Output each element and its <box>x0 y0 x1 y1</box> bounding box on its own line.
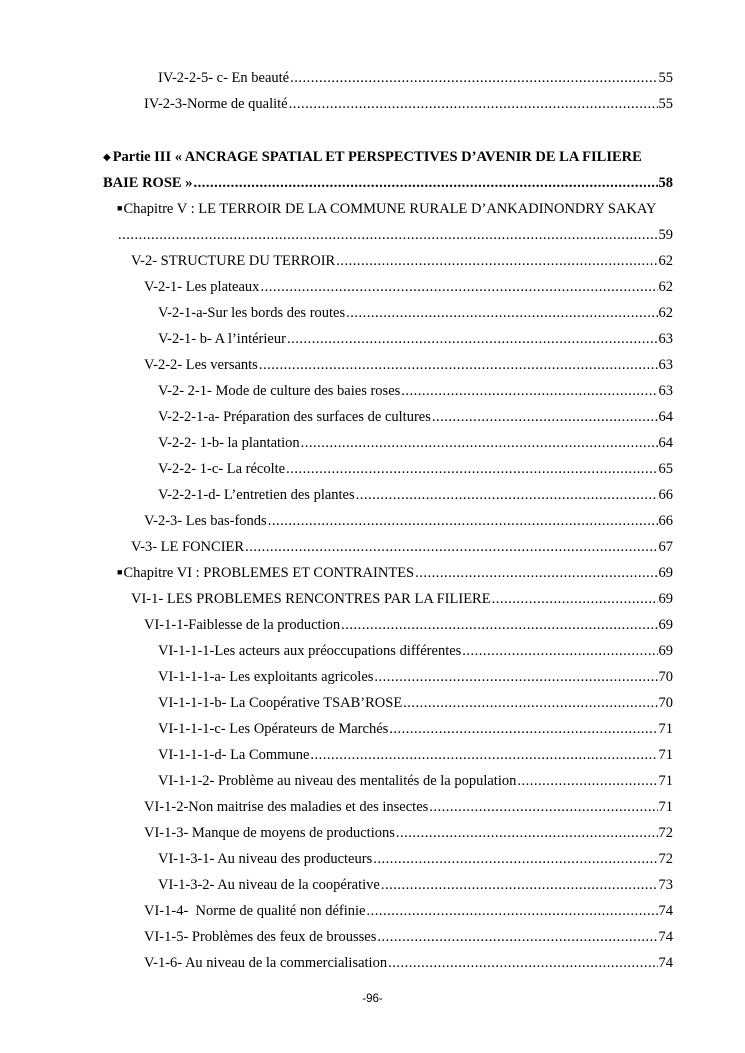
dot-leader <box>268 511 658 531</box>
toc-entry-title-continuation: BAIE ROSE » <box>103 175 193 191</box>
dot-leader <box>373 849 657 869</box>
toc-entry <box>117 225 673 245</box>
dot-leader <box>388 953 657 973</box>
dot-leader <box>356 485 658 505</box>
toc-entry-page: 66 <box>658 487 673 503</box>
page-number: -96- <box>362 993 383 1005</box>
toc-entry <box>131 251 673 271</box>
toc-entry-page: 62 <box>658 305 673 321</box>
toc-entry-page: 58 <box>658 175 673 191</box>
toc-entry-page: 62 <box>658 253 673 269</box>
toc-entry-page: 59 <box>658 227 673 243</box>
toc-entry <box>158 641 673 661</box>
toc-entry-title: V-3- LE FONCIER <box>131 539 245 555</box>
toc-entry-page: 72 <box>658 825 673 841</box>
toc-entry <box>158 771 673 791</box>
toc-entry <box>158 303 673 323</box>
toc-entry-title: VI-1- LES PROBLEMES RENCONTRES PAR LA FILIERE <box>131 591 491 607</box>
toc-entry-page: 71 <box>658 747 673 763</box>
dot-leader <box>289 94 658 114</box>
toc-entry-title: V-1-6- Au niveau de la commercialisation <box>144 955 388 971</box>
toc-entry-page: 74 <box>658 929 673 945</box>
dot-leader <box>310 745 657 765</box>
toc-entry-page: 72 <box>658 851 673 867</box>
toc-entry-page: 64 <box>658 409 673 425</box>
toc-entry-title: VI-1-1-1-d- La Commune <box>158 747 310 763</box>
square-bullet-icon: ■ <box>117 203 123 213</box>
dot-leader <box>259 355 658 375</box>
toc-entry-page: 69 <box>658 565 673 581</box>
toc-entry-page: 74 <box>658 903 673 919</box>
toc-entry <box>158 329 673 349</box>
toc-entry <box>144 511 673 531</box>
toc-entry-page: 64 <box>658 435 673 451</box>
toc-entry <box>158 849 673 869</box>
dot-leader <box>389 719 657 739</box>
dot-leader <box>286 459 657 479</box>
toc-entry-title: Partie III « ANCRAGE SPATIAL ET PERSPECTIVES D’AVENIR DE LA FILIERE <box>112 149 642 165</box>
dot-leader <box>432 407 658 427</box>
toc-entry <box>158 485 673 505</box>
dot-leader <box>260 277 657 297</box>
toc-entry-title: V-2-1-a-Sur les bords des routes <box>158 305 346 321</box>
toc-entry <box>158 433 673 453</box>
toc-entry <box>117 563 673 583</box>
toc-entry <box>158 381 673 401</box>
toc-entry-page: 70 <box>658 695 673 711</box>
toc-entry-page: 71 <box>658 721 673 737</box>
toc-entry-title: V-2- 2-1- Mode de culture des baies roses <box>158 383 401 399</box>
toc-entry <box>144 953 673 973</box>
toc-entry <box>144 797 673 817</box>
toc-entry-page: 63 <box>658 331 673 347</box>
toc-entry-title: V-2-2- 1-b- la plantation <box>158 435 300 451</box>
toc-entry-title: V-2-3- Les bas-fonds <box>144 513 267 529</box>
toc-part-heading <box>103 147 642 167</box>
dot-leader <box>462 641 657 661</box>
toc-entry-page: 65 <box>658 461 673 477</box>
dot-leader <box>341 615 657 635</box>
dot-leader <box>396 823 658 843</box>
toc-entry <box>158 459 673 479</box>
dot-leader <box>401 381 657 401</box>
toc-entry-page: 55 <box>658 96 673 112</box>
diamond-bullet-icon: ◆ <box>103 152 111 163</box>
toc-entry-title: VI-1-1-1-Les acteurs aux préoccupations différentes <box>158 643 462 659</box>
toc-entry-title: VI-1-1-1-b- La Coopérative TSAB’ROSE <box>158 695 403 711</box>
toc-entry <box>144 823 673 843</box>
square-bullet-icon: ■ <box>117 567 123 577</box>
toc-entry <box>144 901 673 921</box>
toc-entry-page: 69 <box>658 591 673 607</box>
toc-entry-page: 69 <box>658 617 673 633</box>
toc-chapter-heading <box>117 199 656 219</box>
dot-leader <box>193 173 657 193</box>
toc-entry-page: 63 <box>658 383 673 399</box>
toc-entry-title: V-2-2- Les versants <box>144 357 258 373</box>
toc-entry <box>131 589 673 609</box>
toc-entry <box>144 277 673 297</box>
toc-entry-title: V-2-2- 1-c- La récolte <box>158 461 286 477</box>
dot-leader <box>366 901 657 921</box>
dot-leader <box>118 225 658 245</box>
toc-entry-title: VI-1-5- Problèmes des feux de brousses <box>144 929 377 945</box>
toc-entry-title: VI-1-1-1-a- Les exploitants agricoles <box>158 669 374 685</box>
toc-entry-title: V-2-1- b- A l’intérieur <box>158 331 286 347</box>
toc-entry <box>158 719 673 739</box>
toc-entry-title: VI-1-4- Norme de qualité non définie <box>144 903 366 919</box>
toc-entry-title: VI-1-1-Faiblesse de la production <box>144 617 341 633</box>
toc-entry-title: VI-1-3- Manque de moyens de productions <box>144 825 395 841</box>
dot-leader <box>429 797 657 817</box>
toc-entry-page: 66 <box>658 513 673 529</box>
toc-entry-title: V-2-2-1-d- L’entretien des plantes <box>158 487 355 503</box>
dot-leader <box>287 329 658 349</box>
dot-leader <box>517 771 657 791</box>
toc-entry <box>158 407 673 427</box>
toc-entry <box>158 875 673 895</box>
toc-entry <box>158 745 673 765</box>
dot-leader <box>374 667 657 687</box>
toc-entry-title: IV-2-2-5- c- En beauté <box>158 70 290 86</box>
toc-entry-title: IV-2-3-Norme de qualité <box>144 96 288 112</box>
dot-leader <box>346 303 657 323</box>
toc-entry-title: VI-1-1-2- Problème au niveau des mentalités de la population <box>158 773 517 789</box>
dot-leader <box>336 251 657 271</box>
dot-leader <box>301 433 658 453</box>
toc-entry <box>144 94 673 114</box>
toc-entry <box>144 927 673 947</box>
toc-entry-page: 62 <box>658 279 673 295</box>
toc-entry <box>158 693 673 713</box>
dot-leader <box>415 563 657 583</box>
toc-entry-title: Chapitre VI : PROBLEMES ET CONTRAINTES <box>123 565 415 581</box>
toc-entry <box>103 173 673 193</box>
toc-entry <box>131 537 673 557</box>
toc-entry <box>158 68 673 88</box>
toc-entry <box>144 615 673 635</box>
toc-entry-title: V-2-1- Les plateaux <box>144 279 260 295</box>
dot-leader <box>381 875 658 895</box>
toc-entry-page: 67 <box>658 539 673 555</box>
toc-entry-page: 55 <box>658 70 673 86</box>
toc-entry-page: 63 <box>658 357 673 373</box>
toc-entry-page: 74 <box>658 955 673 971</box>
toc-entry-title: VI-1-3-2- Au niveau de la coopérative <box>158 877 380 893</box>
toc-entry-page: 73 <box>658 877 673 893</box>
toc-entry-title: VI-1-1-1-c- Les Opérateurs de Marchés <box>158 721 389 737</box>
dot-leader <box>492 589 658 609</box>
toc-entry-page: 70 <box>658 669 673 685</box>
dot-leader <box>377 927 657 947</box>
toc-entry <box>158 667 673 687</box>
toc-entry <box>144 355 673 375</box>
dot-leader <box>245 537 657 557</box>
dot-leader <box>290 68 657 88</box>
toc-entry-page: 69 <box>658 643 673 659</box>
dot-leader <box>403 693 657 713</box>
toc-entry-page: 71 <box>658 799 673 815</box>
toc-entry-page: 71 <box>658 773 673 789</box>
toc-entry-title: V-2-2-1-a- Préparation des surfaces de cultures <box>158 409 431 425</box>
toc-entry-title: Chapitre V : LE TERROIR DE LA COMMUNE RURALE D’ANKADINONDRY SAKAY <box>123 201 657 217</box>
toc-entry-title: V-2- STRUCTURE DU TERROIR <box>131 253 336 269</box>
toc-entry-title: VI-1-2-Non maitrise des maladies et des insectes <box>144 799 429 815</box>
toc-entry-title: VI-1-3-1- Au niveau des producteurs <box>158 851 373 867</box>
